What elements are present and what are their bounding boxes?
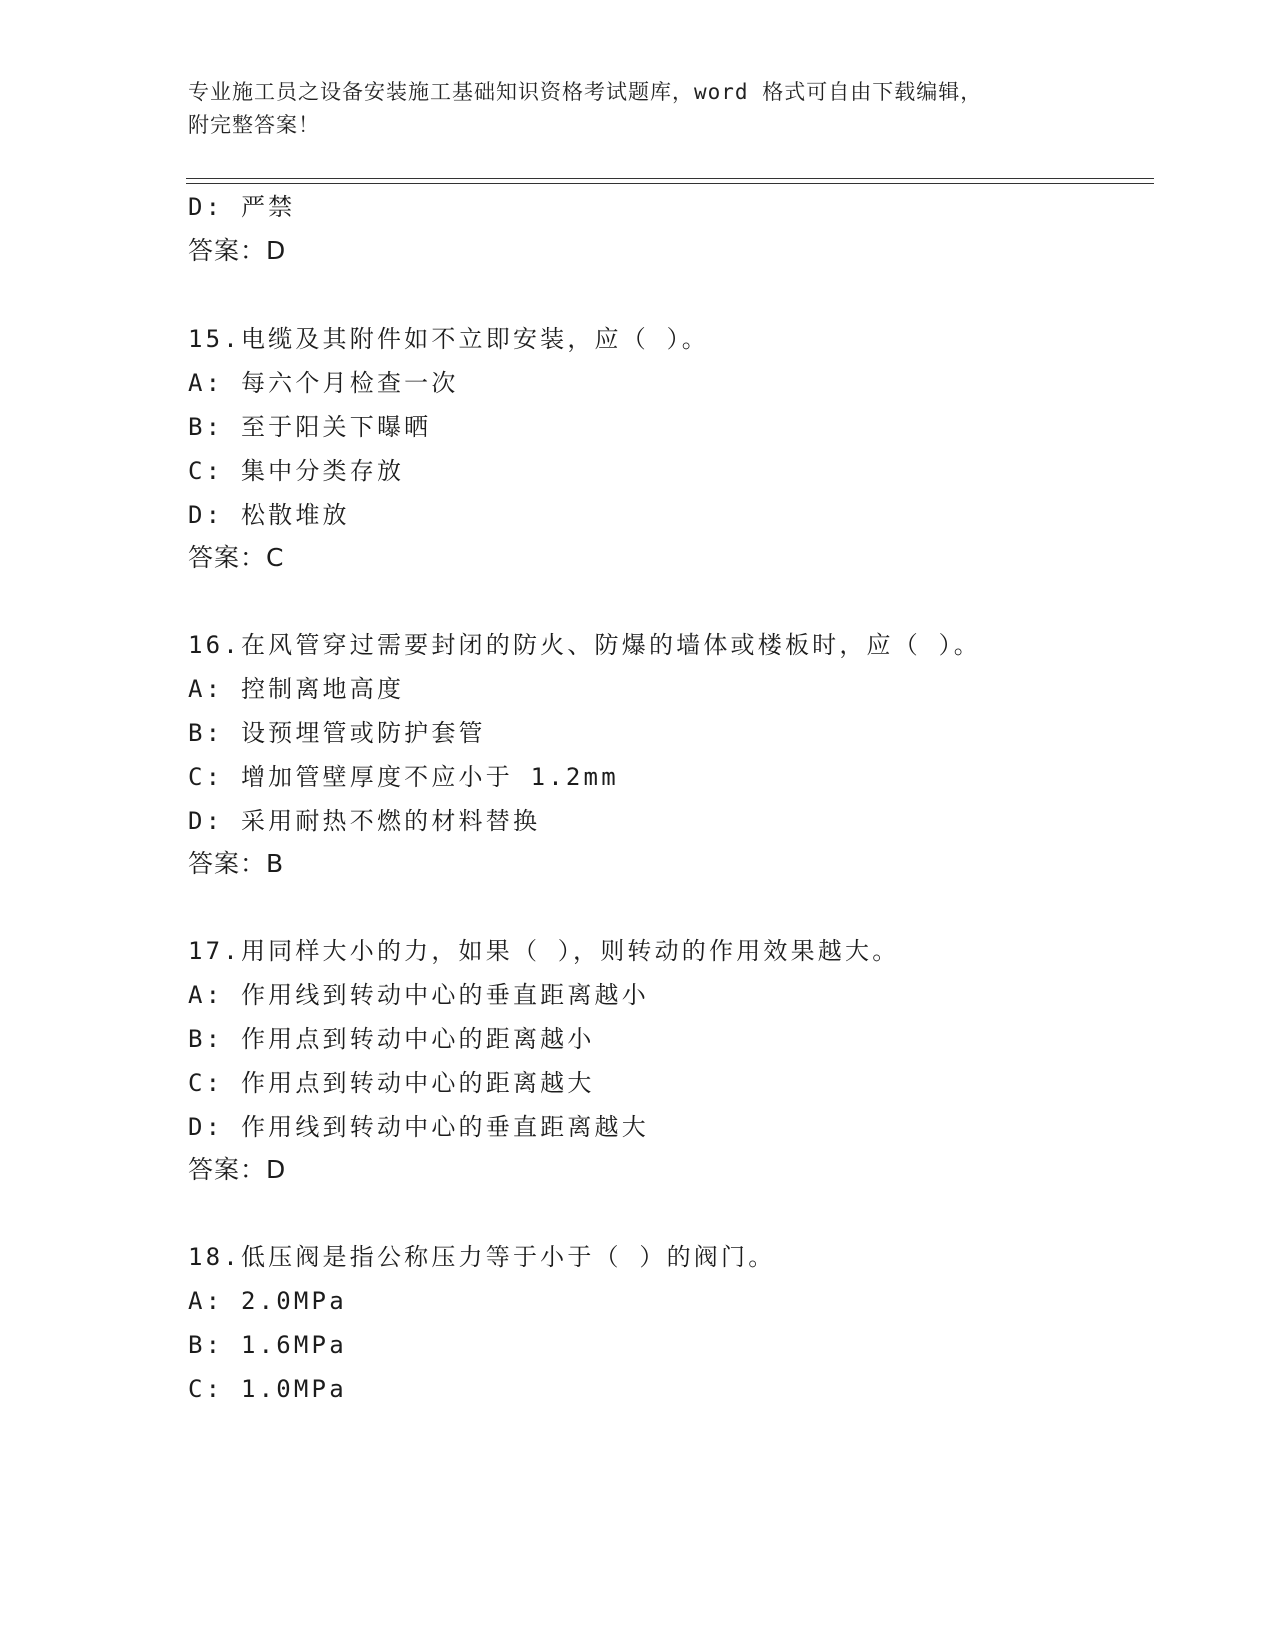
- q18-option-c: C: 1.0MPa: [188, 1375, 347, 1403]
- header-divider-top: [186, 178, 1154, 179]
- q15-option-c: C: 集中分类存放: [188, 457, 405, 485]
- q16-question: 16.在风管穿过需要封闭的防火、防爆的墙体或楼板时，应（ ）。: [188, 631, 981, 659]
- header-divider-bottom: [186, 183, 1154, 184]
- q17-question: 17.用同样大小的力，如果（ ），则转动的作用效果越大。: [188, 937, 900, 965]
- q17-option-b: B: 作用点到转动中心的距离越小: [188, 1025, 595, 1053]
- q15-option-d: D: 松散堆放: [188, 501, 350, 529]
- q18-question: 18.低压阀是指公称压力等于小于（ ）的阀门。: [188, 1243, 776, 1271]
- q16-option-d: D: 采用耐热不燃的材料替换: [188, 807, 541, 835]
- document-header: [188, 76, 1088, 142]
- q17-option-c: C: 作用点到转动中心的距离越大: [188, 1069, 595, 1097]
- q15-option-a: A: 每六个月检查一次: [188, 369, 459, 397]
- header-line-1: 专业施工员之设备安装施工基础知识资格考试题库，word 格式可自由下载编辑，: [188, 80, 983, 104]
- q15-answer: 答案：C: [188, 543, 285, 572]
- q16-option-a: A: 控制离地高度: [188, 675, 405, 703]
- q15-question: 15.电缆及其附件如不立即安装，应（ ）。: [188, 325, 709, 353]
- header-line-2: 附完整答案！: [188, 113, 320, 137]
- q15-option-b: B: 至于阳关下曝晒: [188, 413, 432, 441]
- q14-answer: 答案：D: [188, 236, 287, 265]
- q17-option-a: A: 作用线到转动中心的垂直距离越小: [188, 981, 649, 1009]
- q16-option-b: B: 设预埋管或防护套管: [188, 719, 486, 747]
- q17-option-d: D: 作用线到转动中心的垂直距离越大: [188, 1113, 649, 1141]
- q18-option-a: A: 2.0MPa: [188, 1287, 347, 1315]
- q14-option-d: D: 严禁: [188, 193, 296, 221]
- q17-answer: 答案：D: [188, 1155, 287, 1184]
- q18-option-b: B: 1.6MPa: [188, 1331, 347, 1359]
- q16-answer: 答案：B: [188, 849, 285, 878]
- q16-option-c: C: 增加管壁厚度不应小于 1.2mm: [188, 763, 619, 791]
